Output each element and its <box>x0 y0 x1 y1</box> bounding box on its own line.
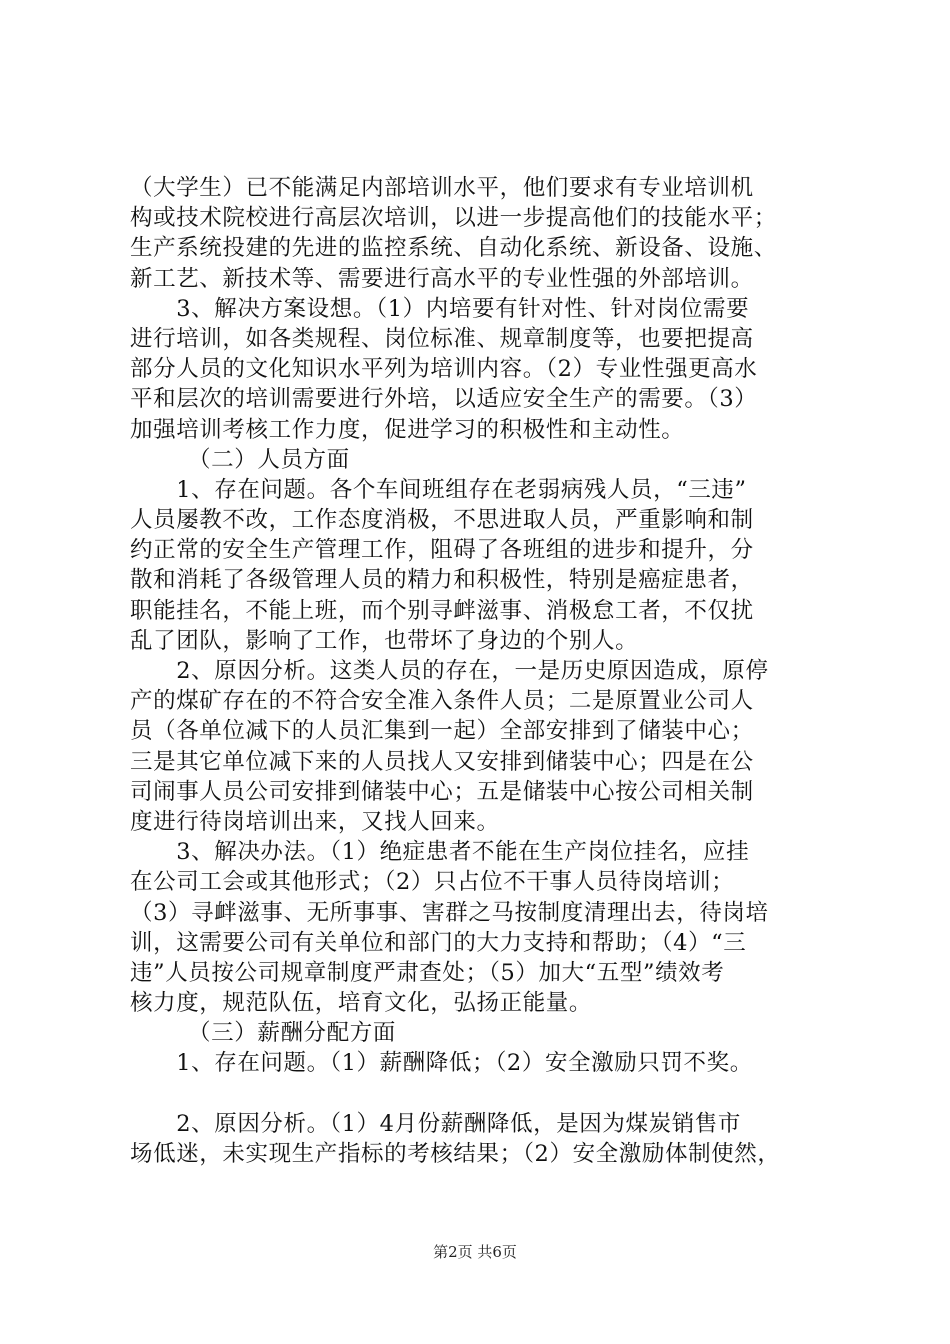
page-footer: 第2页 共6页 <box>433 1243 517 1261</box>
text-line: （3）寻衅滋事、无所事事、害群之马按制度清理出去，待岗培 <box>130 899 769 926</box>
blank-line <box>130 1079 830 1109</box>
text-line: 新工艺、新技术等、需要进行高水平的专业性强的外部培训。 <box>130 265 754 292</box>
text-line: 职能挂名，不能上班，而个别寻衅滋事、消极怠工者，不仅扰 <box>130 597 754 624</box>
text-line: 司闹事人员公司安排到储装中心；五是储装中心按公司相关制 <box>130 778 754 805</box>
text-line: 构或技术院校进行高层次培训，以进一步提高他们的技能水平； <box>130 205 777 232</box>
text-line: 在公司工会或其他形式；（2）只占位不干事人员待岗培训； <box>130 869 735 896</box>
document-body <box>130 173 830 1169</box>
text-line: 核力度，规范队伍，培育文化，弘扬正能量。 <box>130 990 593 1017</box>
text-line: 三是其它单位减下来的人员找人又安排到储装中心；四是在公 <box>130 748 754 775</box>
text-line: 散和消耗了各级管理人员的精力和积极性，特别是癌症患者， <box>130 567 754 594</box>
text-line: 平和层次的培训需要进行外培，以适应安全生产的需要。（3） <box>130 386 758 413</box>
text-line: 员（各单位减下的人员汇集到一起）全部安排到了储装中心； <box>130 718 754 745</box>
section-heading: （二）人员方面 <box>130 446 350 473</box>
text-line: 违”人员按公司规章制度严肃查处；（5）加大“五型”绩效考 <box>130 959 725 986</box>
section-heading: （三）薪酬分配方面 <box>130 1020 396 1047</box>
text-line: 3、解决办法。（1）绝症患者不能在生产岗位挂名，应挂 <box>130 839 750 866</box>
text-line: 生产系统投建的先进的监控系统、自动化系统、新设备、设施、 <box>130 235 777 262</box>
text-line: 部分人员的文化知识水平列为培训内容。（2）专业性强更高水 <box>130 356 758 383</box>
text-line: 2、原因分析。（1）4月份薪酬降低，是因为煤炭销售市 <box>130 1110 741 1137</box>
text-line: 2、原因分析。这类人员的存在，一是历史原因造成，原停 <box>130 658 769 684</box>
text-line: 1、存在问题。各个车间班组存在老弱病残人员，“三违” <box>130 476 747 503</box>
text-line: （大学生）已不能满足内部培训水平，他们要求有专业培训机 <box>130 175 754 201</box>
text-line: 场低迷，未实现生产指标的考核结果；（2）安全激励体制使然， <box>130 1141 781 1167</box>
text-line: 产的煤矿存在的不符合安全准入条件人员；二是原置业公司人 <box>130 688 754 715</box>
text-line: 训，这需要公司有关单位和部门的大力支持和帮助；（4）“三 <box>130 929 747 956</box>
text-line: 加强培训考核工作力度，促进学习的积极性和主动性。 <box>130 416 685 443</box>
text-line: 乱了团队，影响了工作，也带坏了身边的个别人。 <box>130 627 639 654</box>
text-line: 人员屡教不改，工作态度消极，不思进取人员，严重影响和制 <box>130 507 754 534</box>
text-line: 进行培训，如各类规程、岗位标准、规章制度等，也要把提高 <box>130 325 754 352</box>
text-line: 3、解决方案设想。（1）内培要有针对性、针对岗位需要 <box>130 295 750 322</box>
text-line: 约正常的安全生产管理工作，阻碍了各班组的进步和提升，分 <box>130 537 754 564</box>
text-line: 度进行待岗培训出来，又找人回来。 <box>130 808 500 835</box>
text-line: 1、存在问题。（1）薪酬降低；（2）安全激励只罚不奖。 <box>130 1050 753 1077</box>
